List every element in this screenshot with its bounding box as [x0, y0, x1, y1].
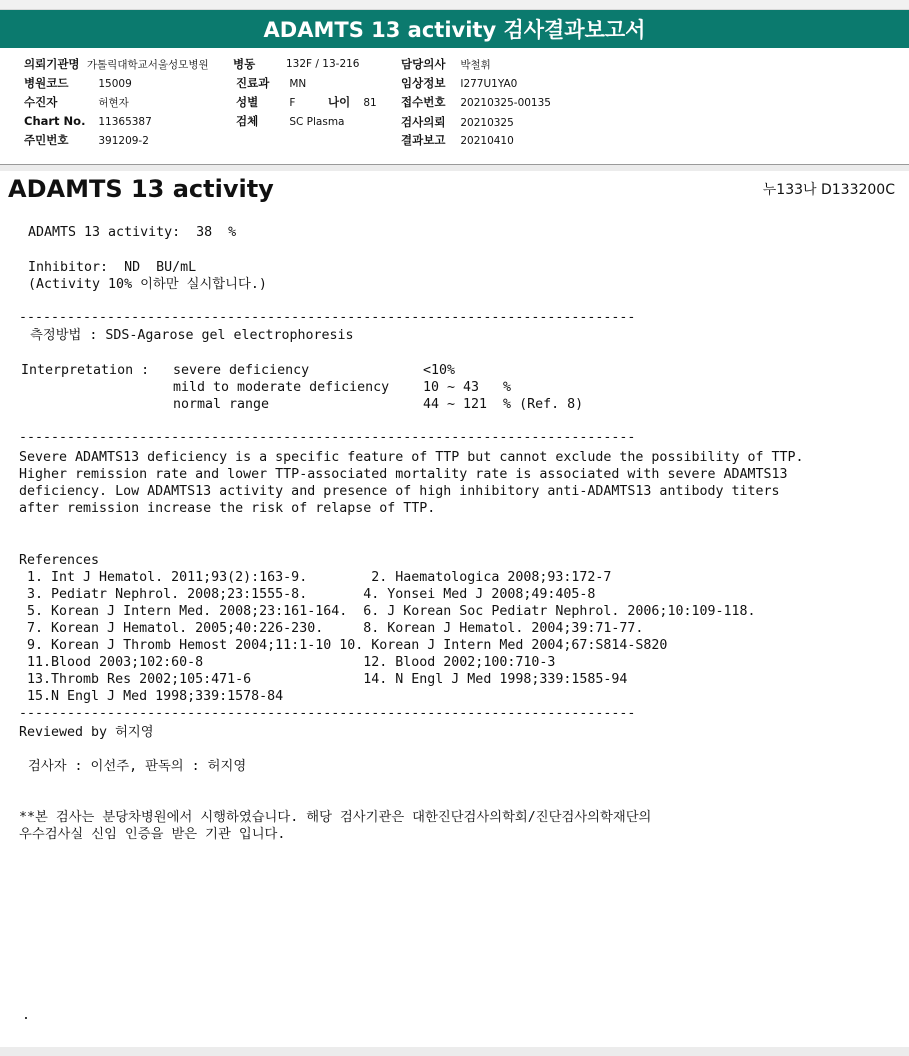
ward-label-field [233, 56, 255, 74]
references-label: References [19, 553, 100, 568]
ward-label: 병동 [233, 57, 256, 71]
inhibitor-result: Inhibitor: ND BU/mL [28, 260, 197, 275]
dept-label: 진료과 [236, 76, 270, 90]
receipt-field [401, 94, 551, 112]
interp-normal-value: 44 ~ 121 % (Ref. 8) [423, 397, 584, 412]
reference-line: 11.Blood 2003;102:60-8 12. Blood 2002;100:710-3 [19, 655, 556, 670]
reference-line: 7. Korean J Hematol. 2005;40:226-230. 8. Korean J Hematol. 2004;39:71-77. [19, 621, 644, 636]
specimen-value: SC Plasma [289, 116, 345, 128]
description-line: Severe ADAMTS13 deficiency is a specific feature of TTP but cannot exclude the possibility of TTP. [19, 450, 804, 465]
examiners-line: 검사자 : 이선주, 판독의 : 허지영 [28, 759, 247, 774]
dept-field [236, 75, 306, 93]
divider: ----------------------------------------------------------------------------- [19, 706, 636, 721]
interp-severe-label: severe deficiency [173, 363, 310, 378]
institution-label: 의뢰기관명 [24, 57, 80, 71]
request-value: 20210325 [460, 117, 514, 129]
receipt-value: 20210325-00135 [460, 97, 551, 109]
doctor-field [401, 56, 491, 74]
age-field [328, 94, 377, 112]
divider: ----------------------------------------------------------------------------- [19, 310, 636, 325]
report-title: ADAMTS 13 activity 검사결과보고서 [263, 18, 646, 42]
inhibitor-note: (Activity 10% 이하만 실시합니다.) [28, 277, 267, 292]
age-label: 나이 [328, 95, 351, 109]
notice-line: **본 검사는 분당차병원에서 시행하였습니다. 해당 검사기관은 대한진단검사의학회/진단검사의학재단의 [19, 810, 652, 825]
clinical-info-field [401, 75, 517, 93]
reference-line: 5. Korean J Intern Med. 2008;23:161-164. 6. J Korean Soc Pediatr Nephrol. 2006;10:109-118. [19, 604, 756, 619]
reviewed-by: Reviewed by 허지영 [19, 725, 154, 740]
request-field [401, 114, 514, 132]
age-value: 81 [363, 97, 377, 109]
clinical-info-value: I277U1YA0 [460, 78, 518, 90]
doctor-label: 담당의사 [401, 57, 446, 71]
ward-value: 132F / 13-216 [286, 58, 360, 70]
chart-value: 11365387 [98, 116, 152, 128]
reference-line: 9. Korean J Thromb Hemost 2004;11:1-10 10. Korean J Intern Med 2004;67:S814-S820 [19, 638, 668, 653]
description-line: after remission increase the risk of relapse of TTP. [19, 501, 436, 516]
footer-bar [0, 1047, 909, 1056]
document-heading: ADAMTS 13 activity [8, 175, 274, 203]
interp-mild-label: mild to moderate deficiency [173, 380, 390, 395]
report-title-bar [0, 9, 909, 48]
chart-field [24, 114, 152, 132]
report-date-label: 결과보고 [401, 133, 446, 147]
id-field [24, 132, 149, 150]
chart-label: Chart No. [24, 114, 86, 128]
id-label: 주민번호 [24, 133, 69, 147]
receipt-label: 접수번호 [401, 95, 446, 109]
sex-value: F [289, 97, 296, 109]
sex-field [236, 94, 295, 112]
reference-line: 1. Int J Hematol. 2011;93(2):163-9. 2. Haematologica 2008;93:172-7 [19, 570, 612, 585]
institution-value: 가톨릭대학교서울성모병원 [86, 59, 209, 71]
description-line: deficiency. Low ADAMTS13 activity and presence of high inhibitory anti-ADAMTS13 antibody titers [19, 484, 780, 499]
patient-value: 허현자 [98, 97, 129, 109]
clinical-info-label: 임상정보 [401, 76, 446, 90]
patient-field [24, 94, 129, 112]
description-line: Higher remission rate and lower TTP-associated mortality rate is associated with severe ADAMTS13 [19, 467, 788, 482]
reference-line: 13.Thromb Res 2002;105:471-6 14. N Engl J Med 1998;339:1585-94 [19, 672, 628, 687]
specimen-field [236, 113, 345, 131]
patient-label: 수진자 [24, 95, 58, 109]
interp-normal-label: normal range [173, 397, 270, 412]
hospital-code-label: 병원코드 [24, 76, 69, 90]
request-label: 검사의뢰 [401, 115, 446, 129]
report-body [0, 171, 909, 1047]
hospital-code-value: 15009 [98, 78, 132, 90]
patient-info-header [0, 48, 909, 166]
reference-line: 15.N Engl J Med 1998;339:1578-84 [19, 689, 284, 704]
reference-line: 3. Pediatr Nephrol. 2008;23:1555-8. 4. Yonsei Med J 2008;49:405-8 [19, 587, 596, 602]
activity-result: ADAMTS 13 activity: 38 % [28, 225, 237, 240]
sex-label: 성별 [236, 95, 259, 109]
id-value: 391209-2 [98, 135, 149, 147]
hospital-code-field [24, 75, 132, 93]
divider: ----------------------------------------------------------------------------- [19, 430, 636, 445]
doctor-value: 박철휘 [460, 59, 491, 71]
interp-severe-value: <10% [423, 363, 456, 378]
report-date-field [401, 132, 514, 150]
method-line: 측정방법 : SDS-Agarose gel electrophoresis [30, 328, 354, 343]
interpretation-label: Interpretation : [21, 363, 150, 378]
ward-field [286, 56, 360, 74]
dept-value: MN [289, 78, 307, 90]
report-date-value: 20210410 [460, 135, 514, 147]
interp-mild-value: 10 ~ 43 % [423, 380, 512, 395]
notice-line: 우수검사실 신임 인증을 받은 기관 입니다. [19, 827, 286, 842]
stray-dot: . [22, 1008, 31, 1023]
institution-field [24, 56, 209, 74]
test-code: 누133나 D133200C [762, 182, 895, 198]
specimen-label: 검체 [236, 114, 259, 128]
